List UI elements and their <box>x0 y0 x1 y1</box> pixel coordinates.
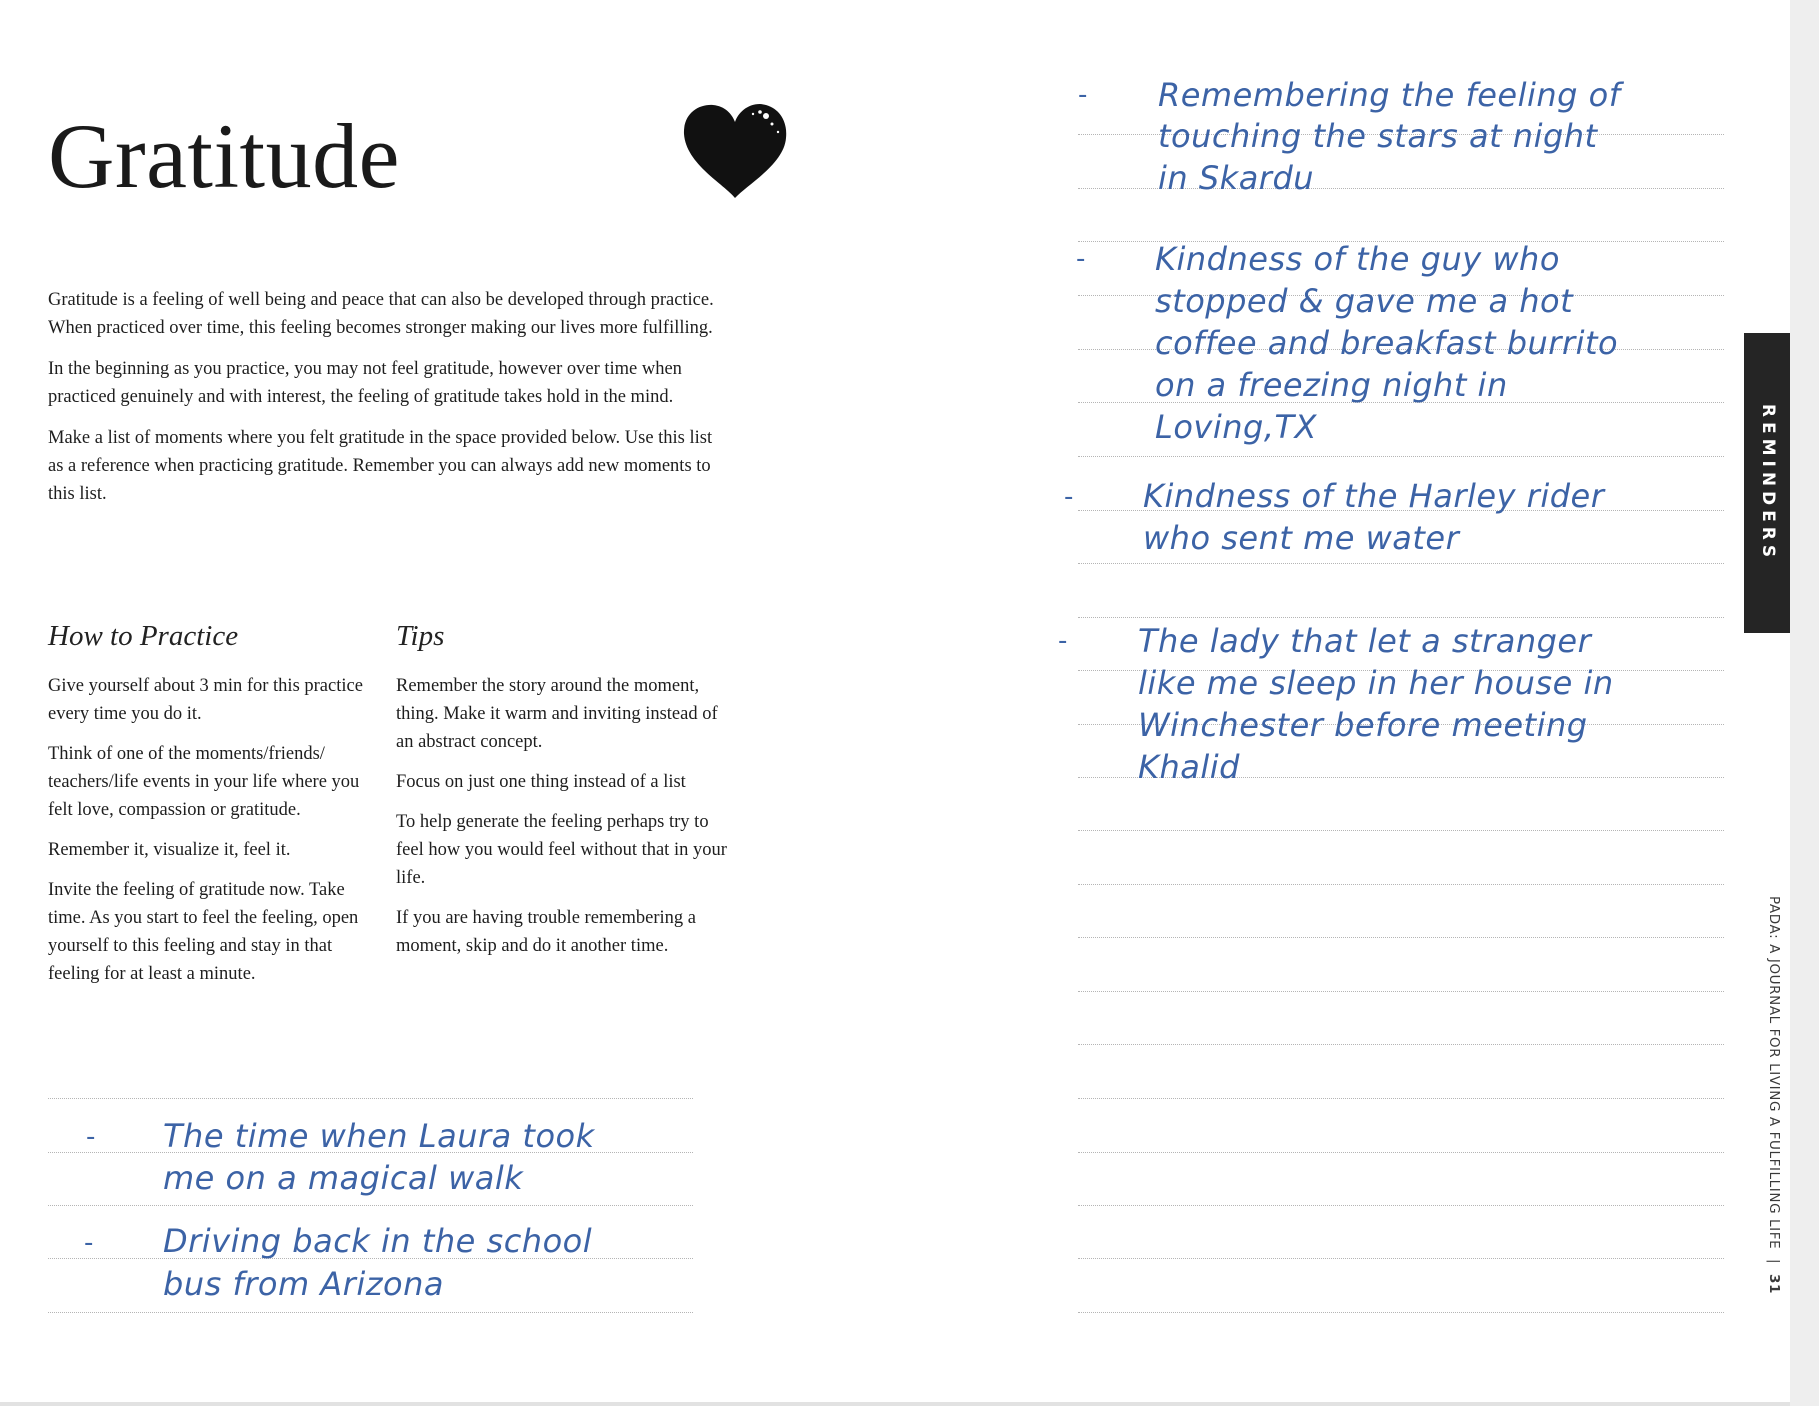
handwritten-entry: on a freezing night in <box>1155 366 1508 404</box>
tips-section <box>396 618 736 972</box>
practice-step: Remember it, visualize it, feel it. <box>48 840 291 860</box>
practice-step: Give yourself about 3 min for this practice every time you do it. <box>48 676 363 724</box>
handwritten-entry: who sent me water <box>1143 519 1460 557</box>
writing-line <box>1078 830 1724 831</box>
bullet-dash: - <box>1078 80 1088 110</box>
writing-line <box>48 1312 693 1313</box>
bullet-dash: - <box>1076 244 1086 274</box>
handwritten-entry: Remembering the feeling of <box>1158 76 1621 114</box>
book-title: PADA: A JOURNAL FOR LIVING A FULFILLING LIFE <box>1766 896 1782 1250</box>
intro-text <box>48 286 728 521</box>
how-to-practice-section <box>48 618 368 1000</box>
bullet-dash: - <box>84 1228 94 1258</box>
handwritten-entry: me on a magical walk <box>163 1159 524 1197</box>
writing-line <box>48 1205 693 1206</box>
handwritten-entry: Kindness of the Harley rider <box>1143 477 1605 515</box>
writing-line <box>1078 937 1724 938</box>
tip-item: Remember the story around the moment, thing. Make it warm and inviting instead of an abstract concept. <box>396 676 718 752</box>
writing-line <box>1078 1205 1724 1206</box>
handwritten-entry: The lady that let a stranger <box>1138 622 1592 660</box>
bullet-dash: - <box>86 1122 96 1152</box>
writing-line <box>1078 1044 1724 1045</box>
bullet-dash: - <box>1058 626 1068 656</box>
page-bottom-edge <box>0 1402 1790 1406</box>
reminders-tab-label: REMINDERS <box>1758 403 1778 563</box>
tips-heading: Tips <box>396 620 445 652</box>
handwritten-entry: touching the stars at night <box>1158 117 1598 155</box>
page-edge-strip <box>1790 0 1819 1406</box>
intro-paragraph: In the beginning as you practice, you may not feel gratitude, however over time when practiced genuinely and with interest, the feeling of gratitude takes hold in the mind. <box>48 359 682 407</box>
page-number: 31 <box>1766 1273 1782 1294</box>
page-title: Gratitude <box>48 105 400 207</box>
writing-line <box>1078 1098 1724 1099</box>
handwritten-entry: The time when Laura took <box>163 1117 595 1155</box>
handwritten-entry: Khalid <box>1138 748 1240 786</box>
footer-separator: | <box>1766 1259 1782 1265</box>
handwritten-entry: in Skardu <box>1158 159 1315 197</box>
writing-line <box>1078 563 1724 564</box>
handwritten-entry: coffee and breakfast burrito <box>1155 324 1619 362</box>
tip-item: If you are having trouble remembering a moment, skip and do it another time. <box>396 908 696 956</box>
writing-line <box>1078 991 1724 992</box>
writing-line <box>48 1098 693 1099</box>
writing-line <box>1078 617 1724 618</box>
writing-line <box>1078 456 1724 457</box>
handwritten-entry: Winchester before meeting <box>1138 706 1588 744</box>
bullet-dash: - <box>1064 482 1074 512</box>
writing-line <box>1078 1258 1724 1259</box>
writing-line <box>1078 1312 1724 1313</box>
heart-icon <box>680 102 790 202</box>
handwritten-entry: Driving back in the school <box>163 1222 593 1260</box>
handwritten-entry: like me sleep in her house in <box>1138 664 1614 702</box>
handwritten-entry: stopped & gave me a hot <box>1155 282 1574 320</box>
how-to-practice-heading: How to Practice <box>48 620 239 652</box>
handwritten-entry: Loving,TX <box>1155 408 1317 446</box>
footer-text <box>1766 896 1782 1294</box>
handwritten-entry: Kindness of the guy who <box>1155 240 1560 278</box>
practice-step: Think of one of the moments/friends/ teachers/life events in your life where you felt love, compassion or gratitude. <box>48 744 360 820</box>
practice-step: Invite the feeling of gratitude now. Take time. As you start to feel the feeling, open yourself to this feeling and stay in that feeling for at least a minute. <box>48 880 359 984</box>
intro-paragraph: Gratitude is a feeling of well being and peace that can also be developed through practice. When practiced over time, this feeling becomes stronger making our lives more fulfilling. <box>48 290 714 338</box>
intro-paragraph: Make a list of moments where you felt gratitude in the space provided below. Use this list as a reference when practicing gratitude. Remember you can always add new moments to this list. <box>48 428 713 504</box>
tip-item: Focus on just one thing instead of a list <box>396 772 686 792</box>
writing-line <box>1078 1152 1724 1153</box>
reminders-tab <box>1744 333 1792 633</box>
handwritten-entry: bus from Arizona <box>163 1265 444 1303</box>
tip-item: To help generate the feeling perhaps try to feel how you would feel without that in your life. <box>396 812 727 888</box>
writing-line <box>1078 884 1724 885</box>
